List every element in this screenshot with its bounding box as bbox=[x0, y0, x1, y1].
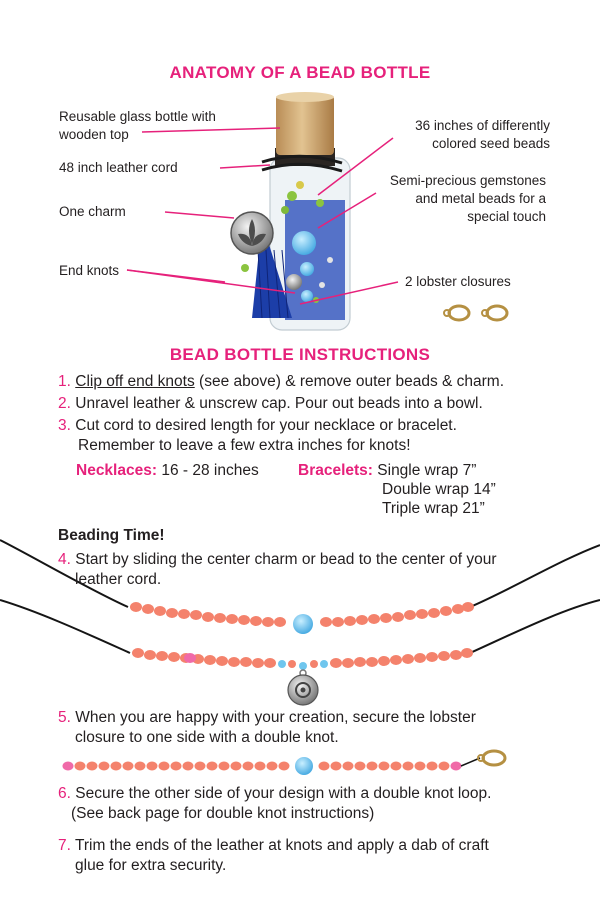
bracelet-illustration bbox=[63, 751, 506, 775]
step-6 bbox=[58, 784, 598, 823]
label-seed-beads bbox=[360, 117, 550, 153]
step-3 bbox=[58, 416, 598, 455]
step-4-line2: leather cord. bbox=[75, 570, 162, 588]
step-7 bbox=[58, 836, 598, 875]
bracelets-single: Single wrap 7” bbox=[377, 462, 477, 479]
instructions-title: BEAD BOTTLE INSTRUCTIONS bbox=[169, 345, 431, 364]
bracelets-length bbox=[298, 461, 476, 481]
bracelets-label: Bracelets: bbox=[298, 462, 373, 479]
label-gemstones-line1: Semi-precious gemstones bbox=[389, 173, 546, 188]
step-3-line1: Cut cord to desired length for your necklace or bracelet. bbox=[75, 417, 457, 434]
label-gemstones bbox=[350, 172, 546, 226]
label-seed-beads-line1: 36 inches of differently bbox=[415, 118, 550, 133]
step-7-line1: Trim the ends of the leather at knots and apply a dab of craft bbox=[74, 837, 489, 854]
step-3-number: 3. bbox=[58, 417, 71, 434]
step-2-number: 2. bbox=[58, 395, 71, 412]
step-1-text: (see above) & remove outer beads & charm. bbox=[194, 373, 505, 390]
step-2 bbox=[58, 394, 598, 414]
step-1-number: 1. bbox=[58, 373, 71, 390]
bracelets-double: Double wrap 14” bbox=[382, 481, 496, 498]
step-4-line1: Start by sliding the center charm or bead to the center of your bbox=[75, 551, 497, 568]
label-cord: 48 inch leather cord bbox=[59, 160, 178, 175]
label-seed-beads-line2: colored seed beads bbox=[432, 136, 550, 151]
step-5 bbox=[58, 708, 598, 747]
step-6-number: 6. bbox=[58, 785, 71, 802]
label-bottle-line2: wooden top bbox=[59, 127, 129, 142]
label-lobster: 2 lobster closures bbox=[405, 274, 511, 289]
step-1-link: Clip off end knots bbox=[75, 373, 195, 390]
label-bottle bbox=[59, 108, 216, 144]
lobster-closures-image bbox=[444, 306, 507, 320]
step-7-line2: glue for extra security. bbox=[75, 856, 227, 874]
step-6-line1: Secure the other side of your design with a double knot loop. bbox=[75, 785, 492, 802]
step-6-line2: (See back page for double knot instructions) bbox=[71, 804, 375, 822]
bracelets-triple: Triple wrap 21” bbox=[382, 500, 485, 517]
bead-bottle-image bbox=[231, 92, 350, 330]
step-2-text: Unravel leather & unscrew cap. Pour out beads into a bowl. bbox=[75, 395, 483, 412]
label-gemstones-line3: special touch bbox=[467, 209, 546, 224]
label-charm: One charm bbox=[59, 204, 126, 219]
step-7-number: 7. bbox=[58, 837, 71, 854]
step-5-line2: closure to one side with a double knot. bbox=[75, 728, 339, 746]
label-bottle-line1: Reusable glass bottle with bbox=[59, 109, 216, 124]
necklaces-label: Necklaces: bbox=[76, 462, 158, 479]
label-knots: End knots bbox=[59, 263, 120, 278]
label-gemstones-line2: and metal beads for a bbox=[415, 191, 546, 206]
beading-time-heading: Beading Time! bbox=[58, 527, 165, 544]
step-5-number: 5. bbox=[58, 709, 71, 726]
step-1 bbox=[58, 372, 598, 392]
step-4 bbox=[58, 550, 598, 589]
step-3-line2: Remember to leave a few extra inches for knots! bbox=[78, 436, 411, 454]
step-4-number: 4. bbox=[58, 551, 71, 568]
step-5-line1: When you are happy with your creation, secure the lobster bbox=[75, 709, 476, 726]
necklaces-value: 16 - 28 inches bbox=[161, 462, 259, 479]
anatomy-title: ANATOMY OF A BEAD BOTTLE bbox=[169, 63, 431, 82]
necklaces-length bbox=[76, 461, 259, 481]
